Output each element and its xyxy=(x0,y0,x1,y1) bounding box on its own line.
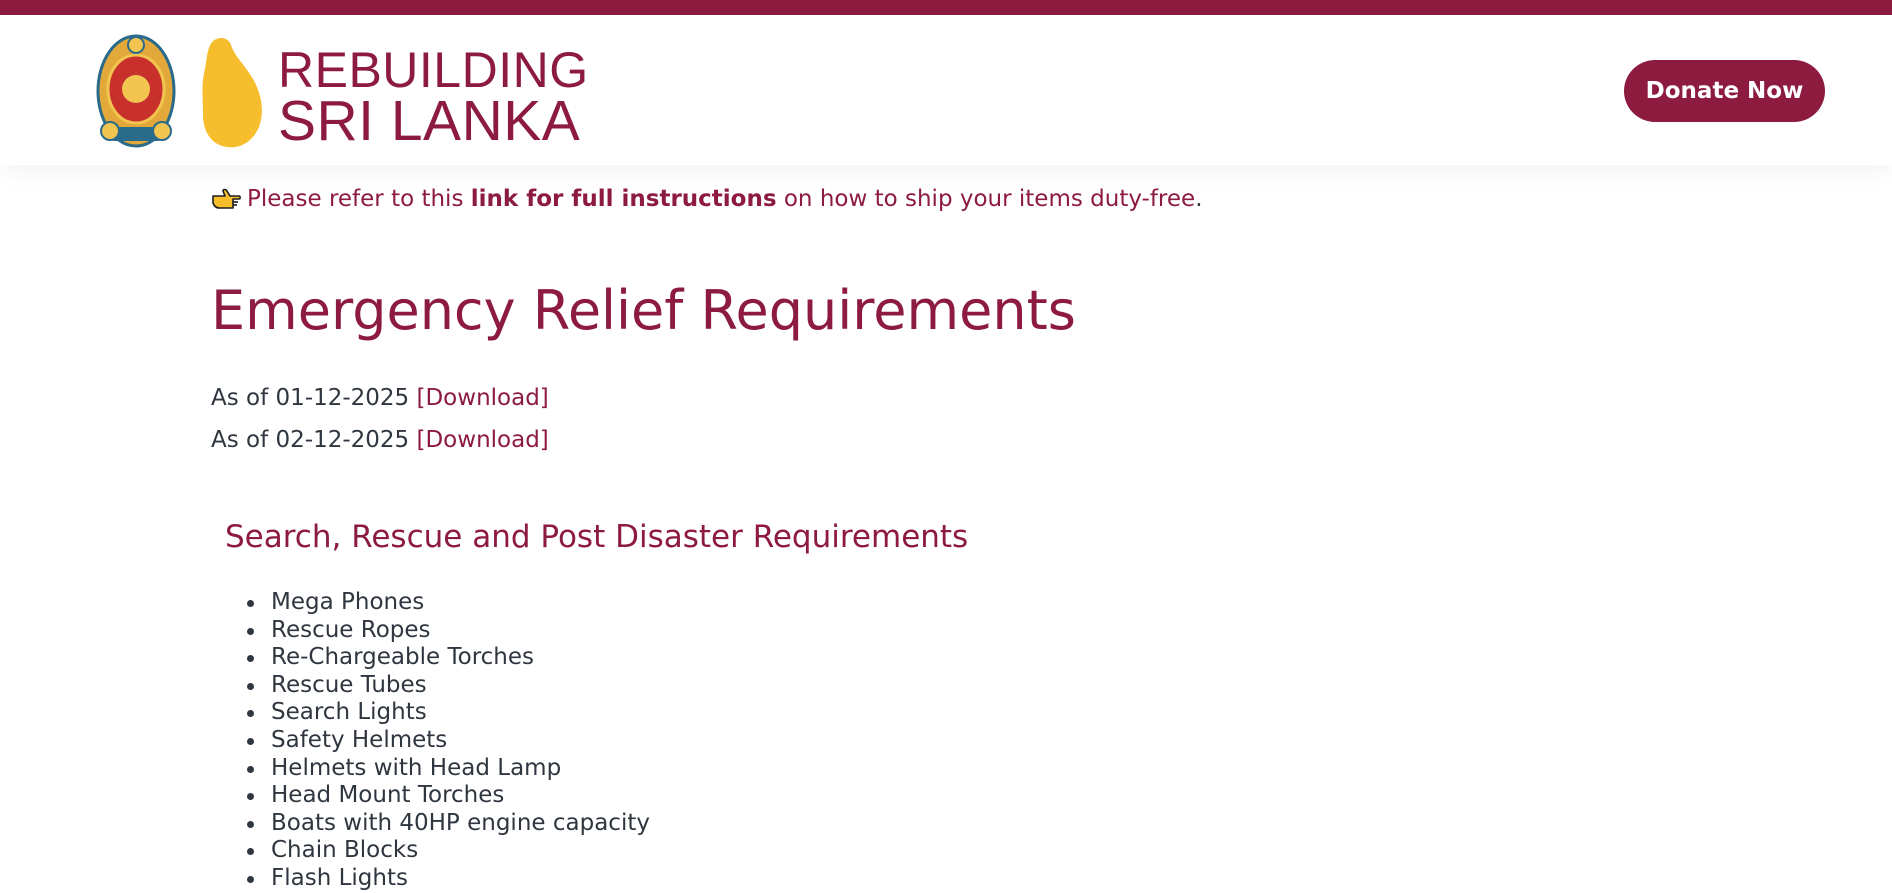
list-item: Boats with 40HP engine capacity xyxy=(271,809,650,836)
top-accent-bar xyxy=(0,0,1892,15)
brand-line-2: SRI LANKA xyxy=(278,89,581,153)
list-item: Rescue Ropes xyxy=(271,617,650,645)
section-title: Search, Rescue and Post Disaster Requirements xyxy=(225,519,969,555)
full-instructions-link[interactable]: link for full instructions xyxy=(470,186,777,212)
list-item: Chain Blocks xyxy=(271,837,650,865)
notice-prefix: Please refer to this xyxy=(247,186,464,212)
list-item: Rescue Tubes xyxy=(271,672,650,700)
list-item: Flash Lights xyxy=(271,865,650,893)
list-item: Helmets with Head Lamp xyxy=(271,755,650,783)
page-title: Emergency Relief Requirements xyxy=(211,279,1076,342)
pointing-hand-icon xyxy=(211,188,241,210)
requirements-list xyxy=(271,589,650,893)
notice-suffix: on how to ship your items duty-free xyxy=(783,186,1196,212)
list-item: Head Mount Torches xyxy=(271,782,650,810)
list-item: Mega Phones xyxy=(271,589,650,617)
sri-lanka-map-icon xyxy=(199,35,265,150)
list-item: Search Lights xyxy=(271,699,650,727)
list-item: Re-Chargeable Torches xyxy=(271,644,650,672)
brand-line-1: REBUILDING xyxy=(278,42,589,98)
shipping-notice xyxy=(211,186,1203,212)
donate-now-button[interactable]: Donate Now xyxy=(1624,60,1825,122)
notice-period: . xyxy=(1195,186,1203,212)
download-row-1 xyxy=(211,385,549,411)
site-header xyxy=(0,15,1892,165)
state-emblem-icon[interactable] xyxy=(96,33,176,149)
download-date-label: As of 02-12-2025 xyxy=(211,427,410,453)
download-link-1[interactable]: [Download] xyxy=(416,385,549,411)
brand-wordmark[interactable] xyxy=(278,42,589,153)
download-link-2[interactable]: [Download] xyxy=(416,427,549,453)
download-date-label: As of 01-12-2025 xyxy=(211,385,410,411)
download-row-2 xyxy=(211,427,549,453)
list-item: Safety Helmets xyxy=(271,727,650,755)
